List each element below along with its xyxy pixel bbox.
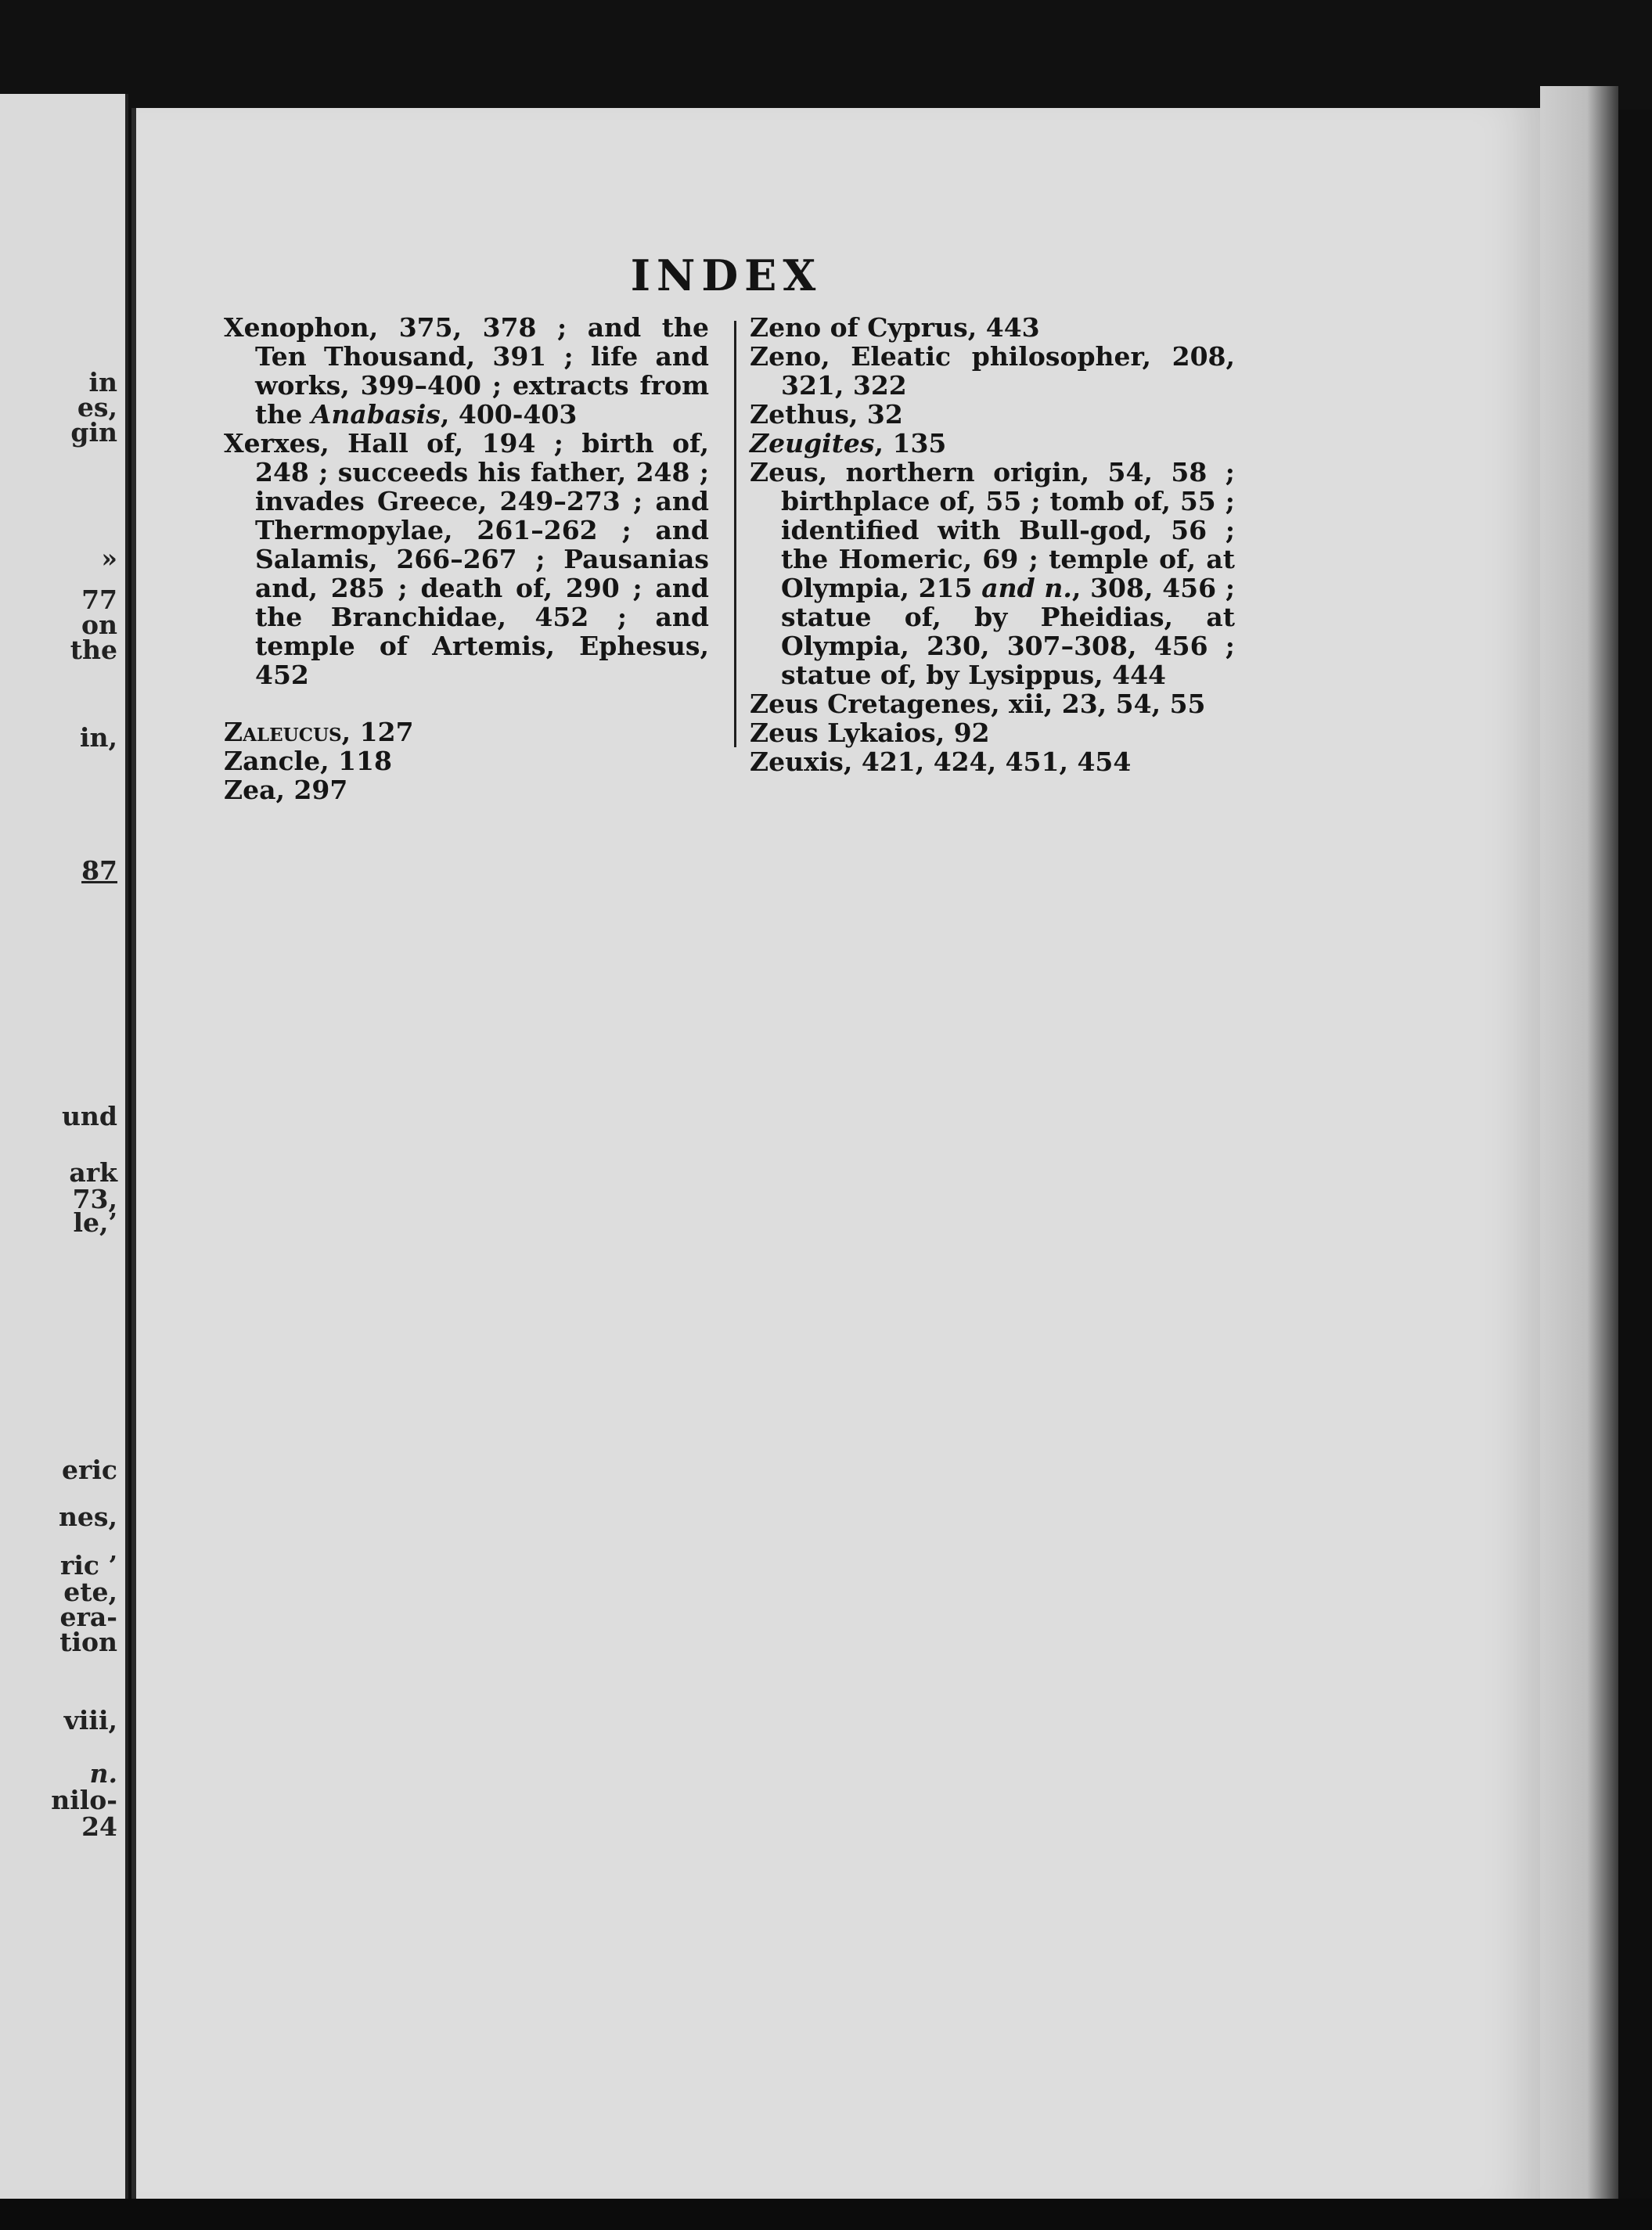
index-entry bbox=[750, 313, 1235, 342]
index-term: Zeno bbox=[750, 341, 822, 372]
index-locators: , 92 bbox=[935, 718, 990, 748]
facing-page-text: le,’ bbox=[73, 1207, 117, 1238]
index-locators-tail: , 308, 456 ; statue of, by Pheidias, at Olympia, 230, 307–308, 456 ; statue of, by Lysippus, 444 bbox=[781, 573, 1235, 690]
facing-page-edge bbox=[0, 94, 128, 2199]
index-term: Zeugites bbox=[750, 428, 875, 459]
facing-page-text: ric ’ bbox=[60, 1550, 117, 1581]
facing-page-text: ete, bbox=[63, 1577, 117, 1607]
index-locators: , Eleatic philosopher, 208, 321, 322 bbox=[781, 341, 1235, 401]
facing-page-text: nes, bbox=[58, 1502, 117, 1532]
facing-page-text: 73, bbox=[72, 1184, 117, 1214]
index-entry bbox=[224, 718, 709, 746]
scan-top-border bbox=[0, 0, 1652, 110]
index-entry bbox=[224, 313, 709, 429]
facing-page-text: es, bbox=[77, 392, 117, 423]
index-term: Zeus Lykaios bbox=[750, 718, 936, 748]
index-locators: , 375, 378 ; and the Ten Thousand, 391 ; life and works, 399–400 ; extracts from the bbox=[255, 312, 709, 430]
index-locators: , Hall of, 194 ; birth of, 248 ; succeeds his father, 248 ; invades Greece, 249–273 ; and Thermopylae, 261–262 ; and Salamis, 266–267 ; Pausanias and, 285 ; death of, 290 ; and the Branchidae, 452 ; and temple of Artemis, Ephesus, 452 bbox=[255, 428, 709, 690]
facing-page-text: n. bbox=[89, 1758, 117, 1789]
index-entry bbox=[224, 775, 709, 804]
page-stack-edge bbox=[1540, 86, 1618, 2214]
index-italic: and n. bbox=[981, 573, 1072, 603]
index-locators: , 443 bbox=[967, 312, 1040, 343]
index-italic: Anabasis bbox=[311, 399, 441, 430]
facing-page-text: » bbox=[101, 543, 117, 574]
facing-page-text: viii, bbox=[63, 1705, 117, 1735]
facing-page-text: on bbox=[81, 610, 117, 640]
index-entry bbox=[750, 747, 1235, 776]
facing-page-text: ark bbox=[69, 1157, 117, 1188]
facing-page-text: in, bbox=[79, 722, 117, 753]
index-term: Zeus Cretagenes bbox=[750, 689, 992, 719]
index-entry bbox=[750, 342, 1235, 400]
index-locators: , 118 bbox=[320, 746, 392, 776]
index-term: Zea bbox=[224, 775, 276, 805]
column-divider bbox=[734, 321, 736, 747]
facing-page-text: und bbox=[61, 1101, 117, 1131]
index-locators: , northern origin, 54, 58 ; birthplace of, 55 ; tomb of, 55 ; identified with Bull-god, 56 ; the Homeric, 69 ; temple of, at Olympia, 215 bbox=[781, 457, 1235, 603]
index-entry bbox=[750, 429, 1235, 458]
index-entry bbox=[750, 458, 1235, 689]
facing-page-text: in bbox=[88, 367, 117, 397]
index-entry bbox=[750, 689, 1235, 718]
facing-page-text: era- bbox=[59, 1602, 117, 1632]
index-term: Zeuxis bbox=[750, 746, 844, 777]
facing-page-text: tion bbox=[59, 1627, 117, 1657]
index-term: Zancle bbox=[224, 746, 321, 776]
index-term: Xerxes bbox=[224, 428, 321, 459]
index-term: Zeno of Cyprus bbox=[750, 312, 968, 343]
index-locators: , 32 bbox=[848, 399, 903, 430]
index-locators: , 297 bbox=[275, 775, 348, 805]
index-entry bbox=[750, 400, 1235, 429]
index-entry bbox=[224, 746, 709, 775]
index-locators: , 135 bbox=[874, 428, 947, 459]
facing-page-text: 24 bbox=[81, 1811, 117, 1842]
page-heading: INDEX bbox=[630, 250, 822, 300]
index-column-left bbox=[224, 313, 709, 804]
facing-page-text: gin bbox=[70, 417, 117, 448]
index-locators: , 421, 424, 451, 454 bbox=[843, 746, 1132, 777]
facing-page-text: 77 bbox=[81, 584, 117, 615]
index-entry bbox=[224, 429, 709, 689]
index-locators: , 127 bbox=[341, 717, 414, 747]
index-locators-tail: , 400-403 bbox=[440, 399, 578, 430]
index-term: Zethus bbox=[750, 399, 849, 430]
index-term: Zaleucus bbox=[224, 717, 342, 747]
index-entry bbox=[750, 718, 1235, 747]
index-term: Xenophon bbox=[224, 312, 369, 343]
scan-bottom-border bbox=[0, 2199, 1652, 2230]
facing-page-text: eric bbox=[61, 1455, 117, 1485]
index-column-right bbox=[750, 313, 1235, 776]
index-locators: , xii, 23, 54, 55 bbox=[991, 689, 1206, 719]
index-term: Zeus bbox=[750, 457, 819, 487]
facing-page-text: 87 bbox=[81, 855, 117, 886]
facing-page-text: the bbox=[70, 635, 117, 665]
facing-page-text: nilo- bbox=[51, 1785, 117, 1815]
